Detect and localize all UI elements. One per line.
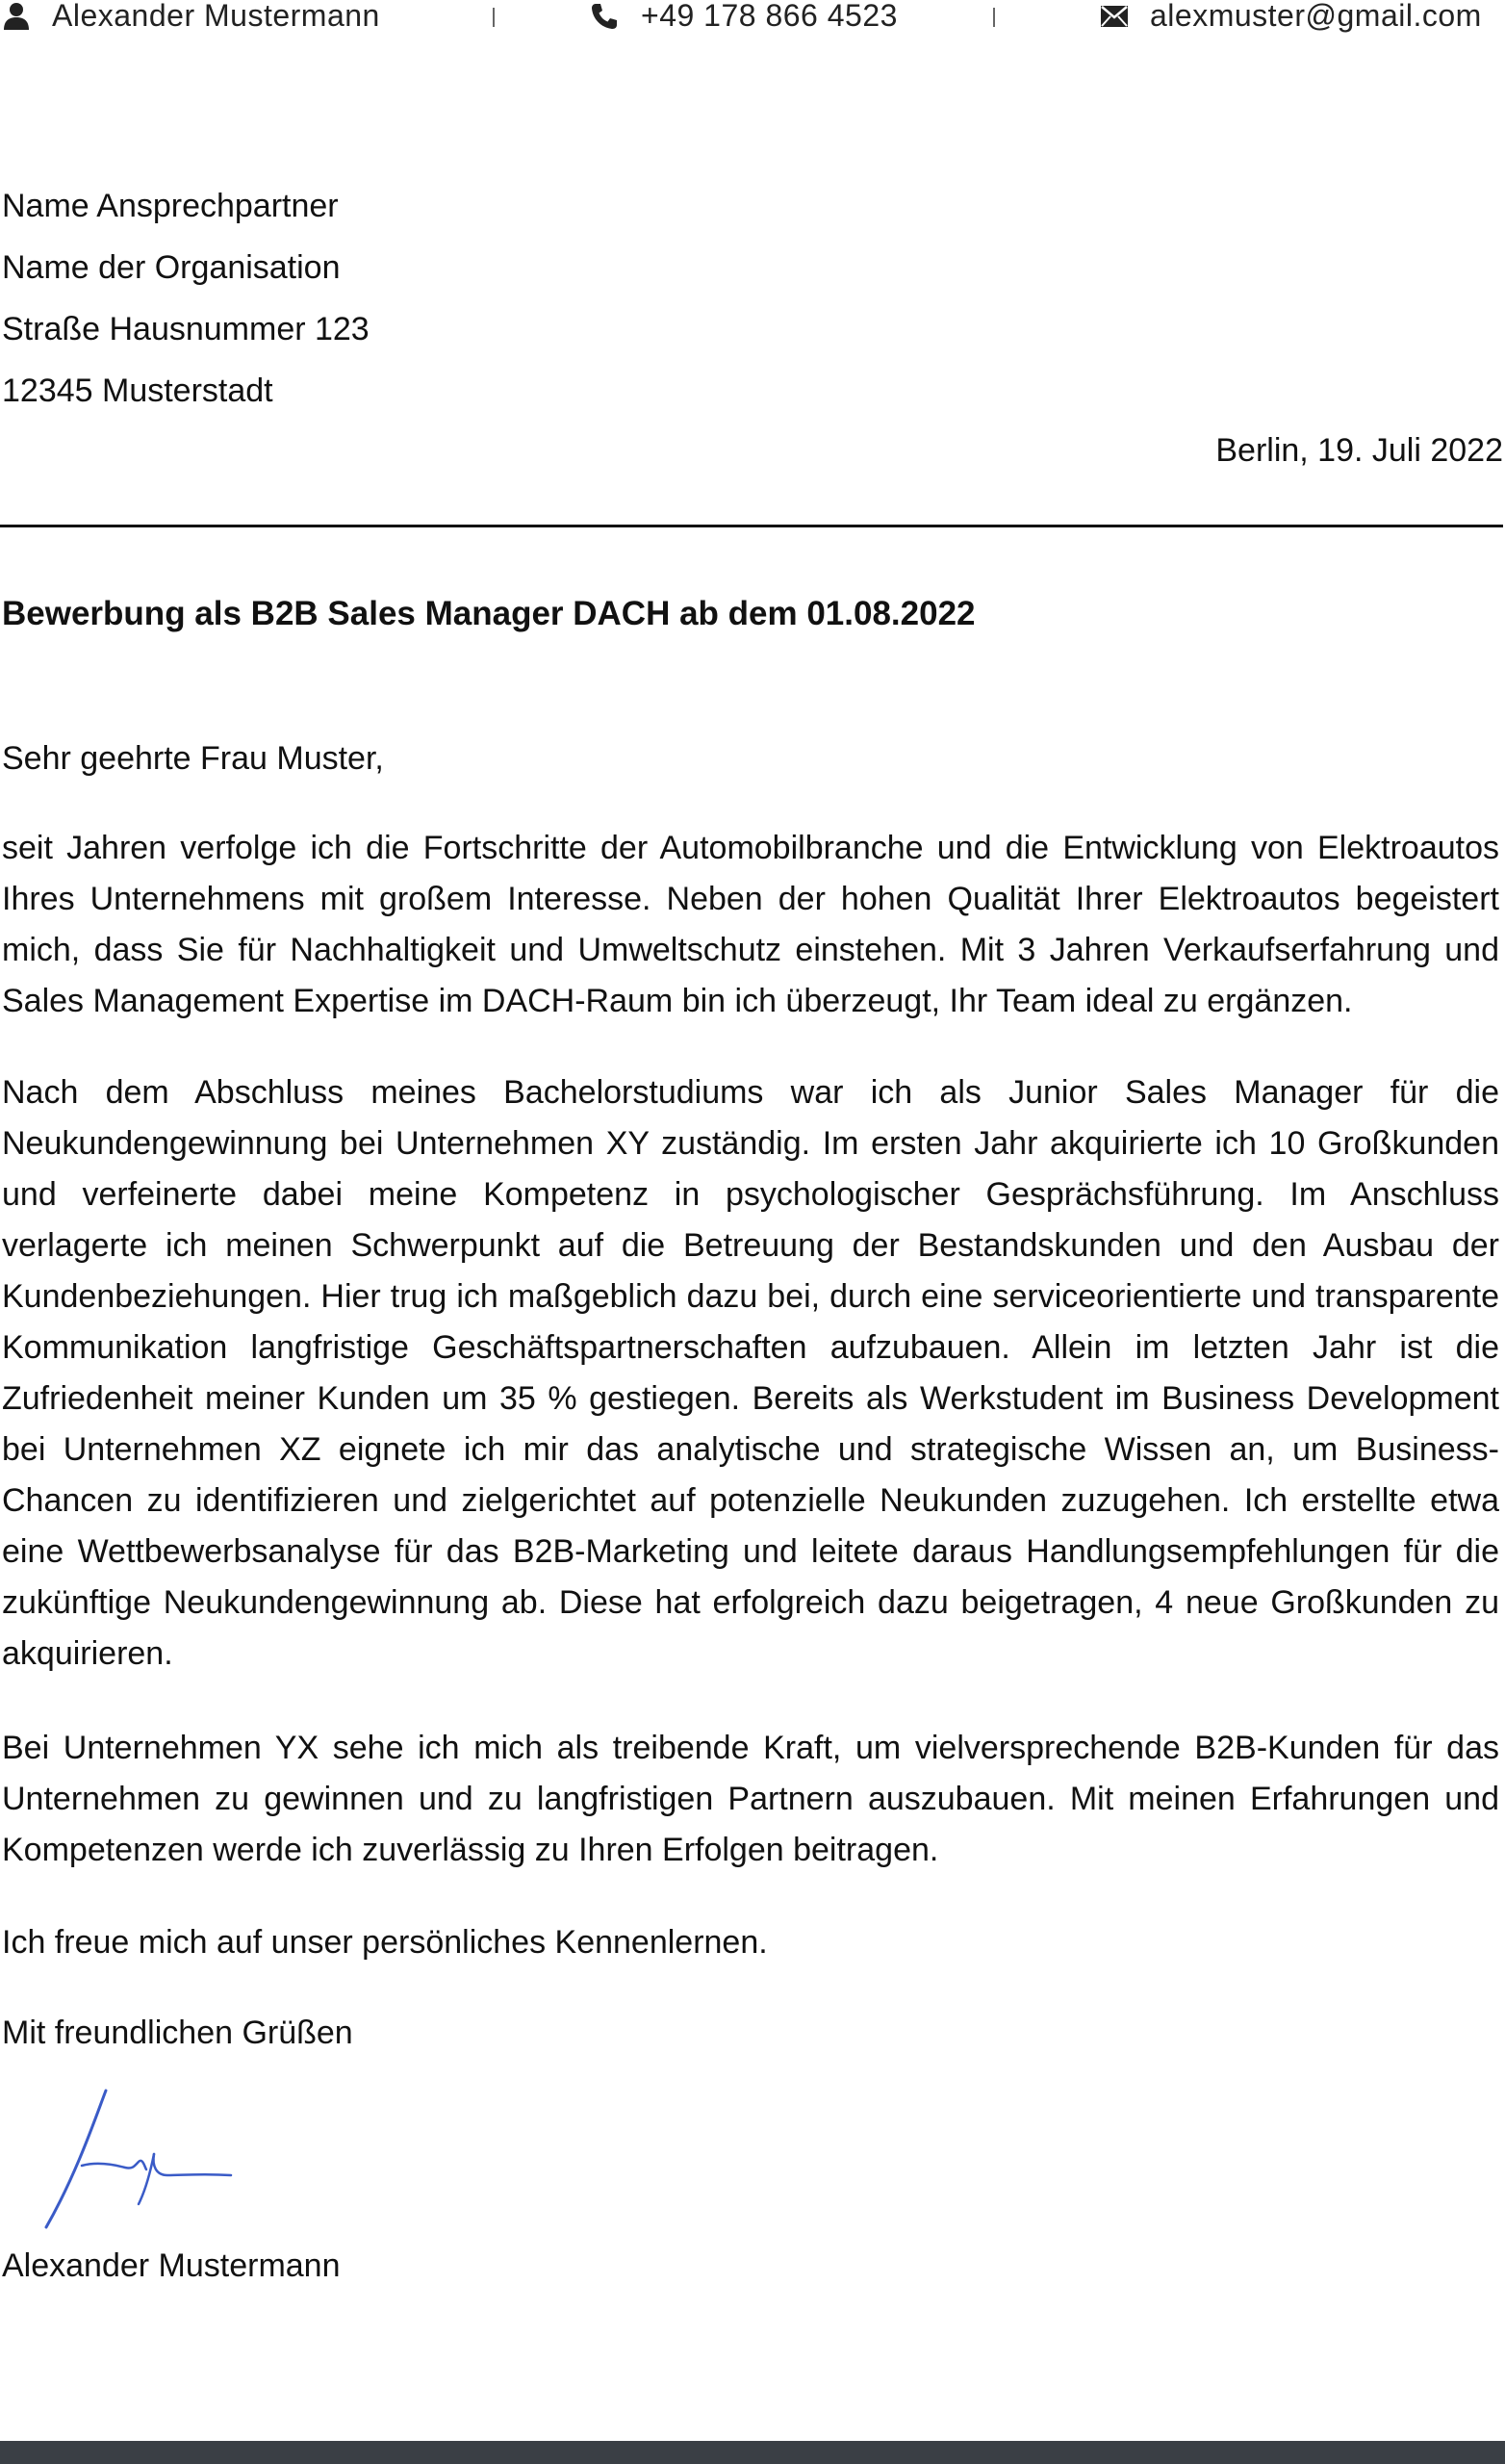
contact-email[interactable]: alexmuster@gmail.com bbox=[1150, 0, 1482, 33]
letter-date: Berlin, 19. Juli 2022 bbox=[1215, 432, 1503, 469]
recipient-city: 12345 Musterstadt bbox=[2, 372, 273, 409]
contact-phone[interactable]: +49 178 866 4523 bbox=[641, 0, 898, 33]
contact-email-item bbox=[1100, 0, 1482, 34]
recipient-contact-name: Name Ansprechpartner bbox=[2, 188, 339, 224]
recipient-organization: Name der Organisation bbox=[2, 249, 341, 286]
body-paragraph-3 bbox=[2, 1723, 1499, 1876]
contact-name-item bbox=[2, 0, 380, 34]
contact-header bbox=[0, 0, 1505, 38]
divider bbox=[0, 525, 1503, 527]
handwritten-signature bbox=[38, 2087, 241, 2231]
body-paragraph-2 bbox=[2, 1067, 1499, 1680]
paragraph-text: Nach dem Abschluss meines Bachelorstudiums war ich als Junior Sales Manager für die Neukundengewinnung bei Unternehmen XY zuständig. Im ersten Jahr akquirierte ich 10 Großkunden und verfeinerte dabei meine Kompetenz in psychologischer Gesprächsführung. Im Anschluss verlagerte ich meinen Schwerpunkt auf die Betreuung der Bestandskunden und den Ausbau der Kundenbeziehungen. Hier trug ich maßgeblich dazu bei, durch eine serviceorientierte und transparente Kommunikation langfristige Geschäftspartnerschaften aufzubauen. Allein im letzten Jahr ist die Zufriedenheit meiner Kunden um 35 % gestiegen. Bereits als Werkstudent im Business Development bei Unternehmen XZ eignete ich mir das analytische und strategische Wissen an, um Business-Chancen zu identifizieren und zielgerichtet auf potenzielle Neukunden zuzugehen. Ich erstellte etwa eine Wettbewerbsanalyse für das B2B-Marketing und leitete daraus Handlungsempfehlungen für die zukünftige Neukundengewinnung ab. Diese hat erfolgreich dazu beigetragen, 4 neue Großkunden zu akquirieren. bbox=[2, 1074, 1499, 1672]
greeting: Mit freundlichen Grüßen bbox=[2, 2015, 353, 2051]
phone-icon bbox=[589, 1, 620, 32]
person-icon bbox=[2, 2, 31, 31]
footer-bar bbox=[0, 2441, 1505, 2464]
contact-separator bbox=[993, 8, 995, 27]
salutation: Sehr geehrte Frau Muster, bbox=[2, 740, 384, 777]
recipient-address bbox=[2, 175, 1499, 422]
contact-name: Alexander Mustermann bbox=[52, 0, 380, 33]
paragraph-text: seit Jahren verfolge ich die Fortschritte der Automobilbranche und die Entwicklung von Elektroautos Ihres Unternehmens mit großem Interesse. Neben der hohen Qualität Ihrer Elektroautos begeistert mich, dass Sie für Nachhaltigkeit und Umweltschutz einstehen. Mit 3 Jahren Verkaufserfahrung und Sales Management Expertise im DACH-Raum bin ich überzeugt, Ihr Team ideal zu ergänzen. bbox=[2, 830, 1499, 1019]
letter-subject: Bewerbung als B2B Sales Manager DACH ab dem 01.08.2022 bbox=[2, 595, 976, 632]
paragraph-text: Bei Unternehmen YX sehe ich mich als treibende Kraft, um vielversprechende B2B-Kunden für das Unternehmen zu gewinnen und zu langfristigen Partnern auszubauen. Mit meinen Erfahrungen und Kompetenzen werde ich zuverlässig zu Ihren Erfolgen beitragen. bbox=[2, 1730, 1499, 1868]
recipient-street: Straße Hausnummer 123 bbox=[2, 311, 370, 347]
closing-line: Ich freue mich auf unser persönliches Kennenlernen. bbox=[2, 1924, 768, 1961]
signature-name: Alexander Mustermann bbox=[2, 2247, 341, 2284]
envelope-icon bbox=[1100, 5, 1129, 28]
contact-phone-item bbox=[589, 0, 898, 34]
contact-separator bbox=[493, 8, 495, 27]
body-paragraph-1 bbox=[2, 823, 1499, 1027]
